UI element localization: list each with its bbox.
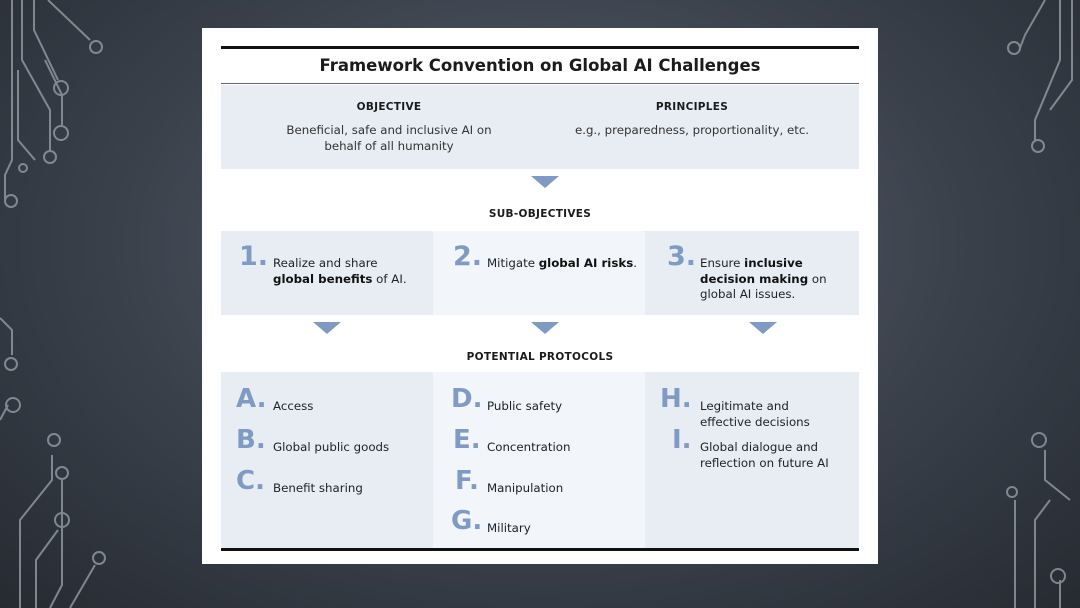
sub-objective-text [273, 256, 428, 287]
protocol-line: Legitimate and [700, 399, 789, 413]
protocol-line: effective decisions [700, 414, 810, 429]
top-rule [221, 46, 859, 49]
sub-objective-bold: inclusive [744, 256, 803, 270]
protocol-item: Manipulation [487, 481, 564, 495]
protocol-letter: B. [236, 425, 266, 455]
objective-line2: behalf of all humanity [324, 139, 454, 153]
objective-line1: Beneficial, safe and inclusive AI on [286, 123, 492, 137]
sub-objective-1 [221, 231, 433, 315]
protocols-column-2 [433, 372, 645, 548]
sub-objective-3 [645, 231, 859, 315]
objective-heading: OBJECTIVE [356, 101, 422, 113]
sub-objective-text [700, 256, 855, 303]
protocols-column-1 [221, 372, 433, 548]
sub-objective-before: Mitigate [487, 256, 539, 270]
sub-objective-line: Realize and share [273, 256, 378, 270]
page-title: Framework Convention on Global AI Challenges [319, 56, 761, 75]
principles-heading: PRINCIPLES [655, 101, 729, 113]
sub-objective-bold: decision making [700, 271, 809, 286]
protocol-line: reflection on future AI [700, 455, 829, 470]
protocol-letter: H. [660, 384, 692, 414]
sub-objective-before: Ensure [700, 256, 745, 270]
sub-objective-number: 2. [453, 241, 483, 272]
objective-text [267, 122, 511, 154]
protocol-line: Global dialogue and [700, 440, 819, 454]
protocol-item: Global public goods [273, 440, 390, 454]
sub-objective-after: . [633, 256, 637, 270]
sub-objectives-heading: SUB-OBJECTIVES [488, 208, 592, 220]
down-arrow-icon [531, 176, 559, 188]
title-rule [221, 83, 859, 84]
protocol-letter: C. [236, 466, 265, 496]
down-arrow-icon [531, 322, 559, 334]
principles-text: e.g., preparedness, proportionality, etc. [574, 123, 810, 137]
bottom-rule [221, 548, 859, 551]
sub-objective-2 [433, 231, 645, 315]
down-arrow-icon [749, 322, 777, 334]
protocol-letter: G. [451, 506, 483, 536]
protocols-heading: POTENTIAL PROTOCOLS [466, 351, 614, 363]
protocol-item [700, 399, 810, 430]
sub-objective-after: of AI. [372, 271, 407, 286]
protocol-letter: D. [451, 384, 483, 414]
protocol-item: Military [487, 521, 531, 535]
protocols-column-3 [645, 372, 859, 548]
protocol-letter: F. [455, 466, 479, 496]
protocol-item: Access [273, 399, 314, 413]
protocol-letter: I. [672, 425, 692, 455]
sub-objective-text [487, 256, 645, 272]
sub-objective-bold: global benefits [273, 271, 373, 286]
sub-objective-bold: global AI risks [538, 256, 634, 270]
sub-objective-number: 1. [239, 241, 269, 272]
framework-card [202, 28, 878, 564]
protocol-item: Concentration [487, 440, 571, 454]
objective-principles-band [221, 85, 859, 169]
protocol-letter: A. [236, 384, 267, 414]
sub-objective-number: 3. [667, 241, 697, 272]
protocol-item [700, 440, 829, 471]
down-arrow-icon [313, 322, 341, 334]
protocol-letter: E. [453, 425, 481, 455]
sub-objective-line: global AI issues. [700, 287, 796, 301]
protocol-item: Benefit sharing [273, 481, 363, 495]
protocol-item: Public safety [487, 399, 563, 413]
sub-objective-after: on [808, 271, 827, 286]
